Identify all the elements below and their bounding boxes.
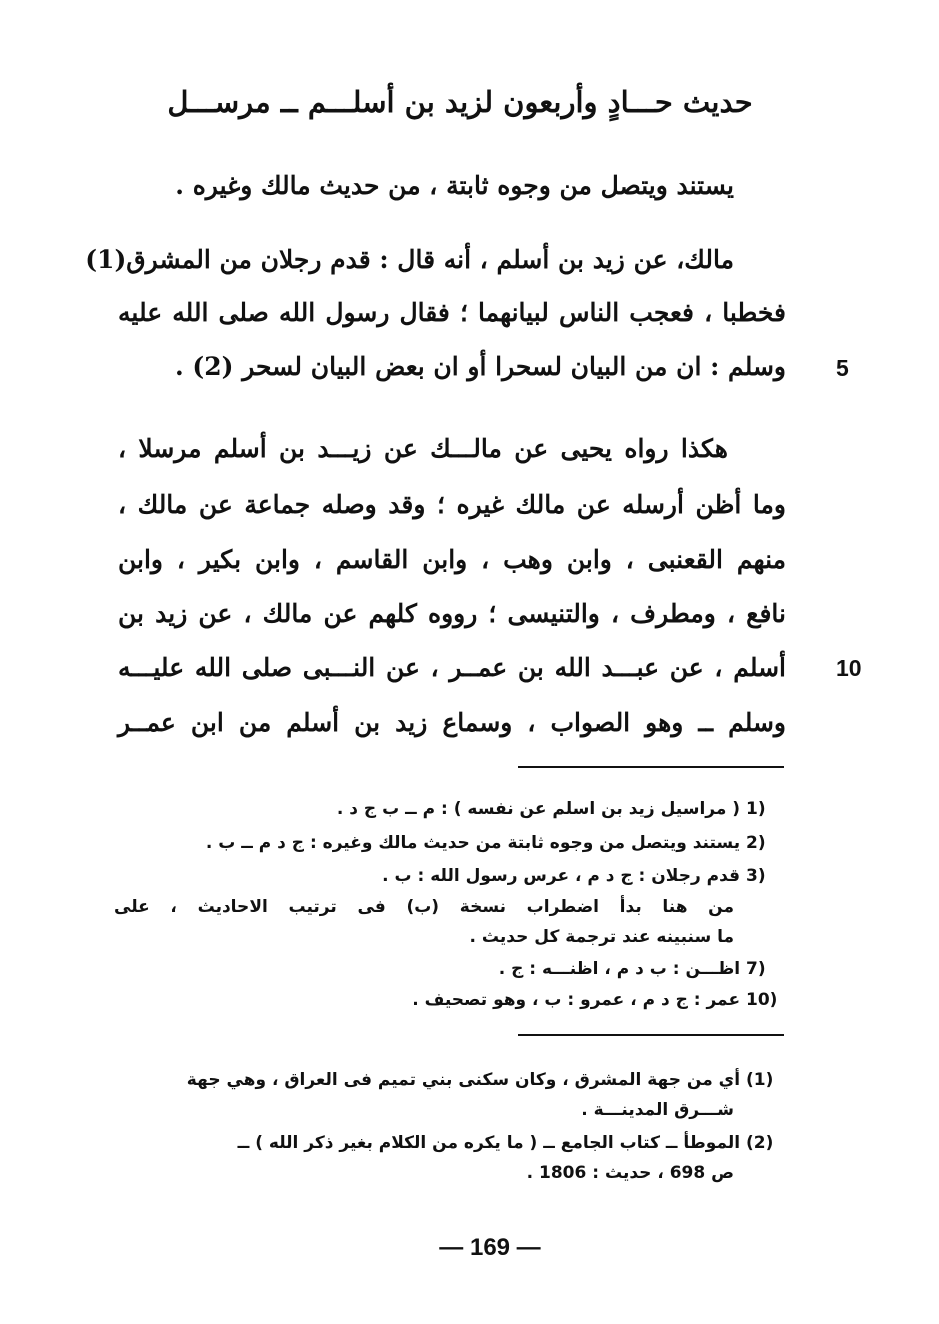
note-text: قدم رجلان : ج د م ، عرس رسول الله : ب . bbox=[382, 866, 741, 886]
editor-note bbox=[124, 1066, 784, 1094]
note-continuation: ما سنبينه عند ترجمة كل حديث . bbox=[469, 927, 734, 947]
note-text: الموطأ ــ كتاب الجامع ــ ( ما يكره من الكلام بغير ذكر الله ) ــ bbox=[237, 1133, 741, 1153]
hadith-line: مالك، عن زيد بن أسلم ، أنه قال : قدم رجلان من المشرق(1) bbox=[85, 245, 734, 274]
editor-note bbox=[124, 1129, 784, 1157]
commentary-line: نافع ، ومطرف ، والتنيسى ؛ رووه كلهم عن مالك ، عن زيد بن bbox=[118, 599, 786, 628]
note-text: اظـــن : ب د م ، اظنـــه : ج . bbox=[498, 959, 741, 979]
commentary-line: وما أظن أرسله عن مالك غيره ؛ وقد وصله جماعة عن مالك ، bbox=[118, 490, 786, 519]
note-number: 7) bbox=[746, 959, 766, 979]
variant-note bbox=[124, 829, 784, 857]
note-continuation: من هنا بدأ اضطراب نسخة (ب) فى ترتيب الاحاديث ، على bbox=[114, 897, 734, 917]
note-continuation: ص 698 ، حديث : 1806 . bbox=[526, 1163, 734, 1183]
commentary-line: منهم القعنبى ، وابن وهب ، وابن القاسم ، وابن بكير ، وابن bbox=[118, 545, 786, 574]
note-number: 10) bbox=[746, 990, 778, 1010]
commentary-line: هكذا رواه يحيى عن مالـــك عن زيـــد بن أسلم مرسلا ، bbox=[118, 434, 728, 463]
line-number: 10 bbox=[836, 655, 862, 681]
note-number: 1) bbox=[746, 799, 766, 819]
line-number: 5 bbox=[836, 355, 849, 381]
footnote-divider bbox=[518, 1034, 784, 1036]
note-continuation: شـــرق المدينـــة . bbox=[581, 1100, 734, 1120]
note-number: 2) bbox=[746, 833, 766, 853]
note-number: 3) bbox=[746, 866, 766, 886]
note-text: ( مراسيل زيد بن اسلم عن نفسه ) : م ــ ب ج د . bbox=[336, 799, 741, 819]
note-text: عمر : ج د م ، عمرو : ب ، وهو تصحيف . bbox=[412, 990, 741, 1010]
chapter-title: حديث حـــادٍ وأربعون لزيد بن أسلـــم ــ مرســـل bbox=[167, 85, 753, 119]
variant-note bbox=[124, 986, 784, 1014]
note-text: أي من جهة المشرق ، وكان سكنى بني تميم فى العراق ، وهي جهة bbox=[186, 1070, 741, 1090]
variant-note bbox=[124, 795, 784, 823]
footnote-divider bbox=[518, 766, 784, 768]
hadith-line: فخطبا ، فعجب الناس لبيانهما ؛ فقال رسول الله صلى الله عليه bbox=[118, 298, 786, 327]
chapter-subtitle: يستند ويتصل من وجوه ثابتة ، من حديث مالك وغيره . bbox=[175, 171, 734, 200]
commentary-line: وسلم ــ وهو الصواب ، وسماع زيد بن أسلم من ابن عمــر bbox=[118, 708, 786, 737]
hadith-line: وسلم : ان من البيان لسحرا أو ان بعض البيان لسحر (2) . bbox=[175, 352, 786, 381]
variant-note bbox=[124, 955, 784, 983]
note-number: (1) bbox=[746, 1070, 774, 1090]
note-number: (2) bbox=[746, 1133, 774, 1153]
note-text: يستند ويتصل من وجوه ثابتة من حديث مالك وغيره : ج د م ــ ب . bbox=[205, 833, 741, 853]
page-number: — 169 — bbox=[439, 1234, 541, 1261]
commentary-line: أسلم ، عن عبـــد الله بن عمــر ، عن النـــبى صلى الله عليـــه bbox=[118, 653, 786, 682]
variant-note bbox=[124, 862, 784, 890]
